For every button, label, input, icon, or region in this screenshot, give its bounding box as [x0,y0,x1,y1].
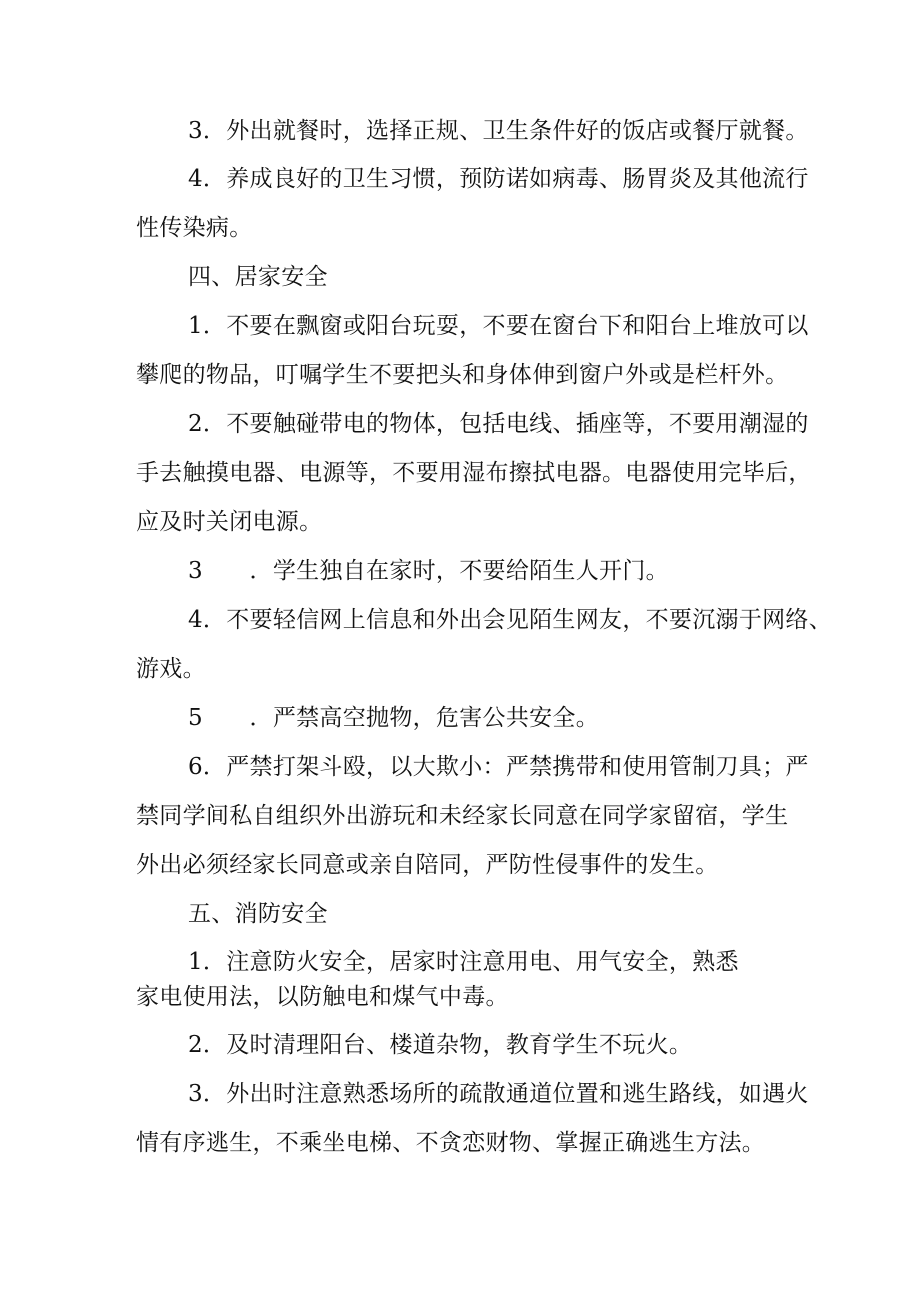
text-line: 家电使用法，以防触电和煤气中毒。 [136,984,509,1010]
text-line: 禁同学间私自组织外出游玩和未经家长同意在同学家留宿，学生 [136,803,789,829]
text-line: 性传染病。 [136,215,253,241]
section-heading: 四、居家安全 [188,264,328,290]
text-line: 外出必须经家长同意或亲自陪同，严防性侵事件的发生。 [136,852,719,878]
text-line: 6．严禁打架斗殴，以大欺小：严禁携带和使用管制刀具；严 [188,754,809,780]
text-line: 4．养成良好的卫生习惯，预防诺如病毒、肠胃炎及其他流行 [188,166,809,192]
text-line: 手去触摸电器、电源等，不要用湿布擦拭电器。电器使用完毕后， [136,460,812,486]
text-line: 4．不要轻信网上信息和外出会见陌生网友，不要沉溺于网络、 [188,607,833,633]
text-line: 3．外出就餐时，选择正规、卫生条件好的饭店或餐厅就餐。 [188,118,809,144]
text-line: 3．外出时注意熟悉场所的疏散通道位置和逃生路线，如遇火 [188,1081,809,1107]
text-line: 2．及时清理阳台、楼道杂物，教育学生不玩火。 [188,1032,693,1058]
text-line: 情有序逃生，不乘坐电梯、不贪恋财物、掌握正确逃生方法。 [136,1130,766,1156]
text-line: 应及时关闭电源。 [136,509,323,535]
text-line: 1．注意防火安全，居家时注意用电、用气安全，熟悉 [188,949,739,975]
text-line: 游戏。 [136,656,206,682]
text-line: 攀爬的物品，叮嘱学生不要把头和身体伸到窗户外或是栏杆外。 [136,362,789,388]
text-line: 5 ．严禁高空抛物，危害公共安全。 [188,705,600,731]
section-heading: 五、消防安全 [188,901,328,927]
text-line: 1．不要在飘窗或阳台玩耍，不要在窗台下和阳台上堆放可以 [188,313,809,339]
text-line: 3 ．学生独自在家时，不要给陌生人开门。 [188,558,669,584]
text-line: 2．不要触碰带电的物体，包括电线、插座等，不要用潮湿的 [188,411,809,437]
